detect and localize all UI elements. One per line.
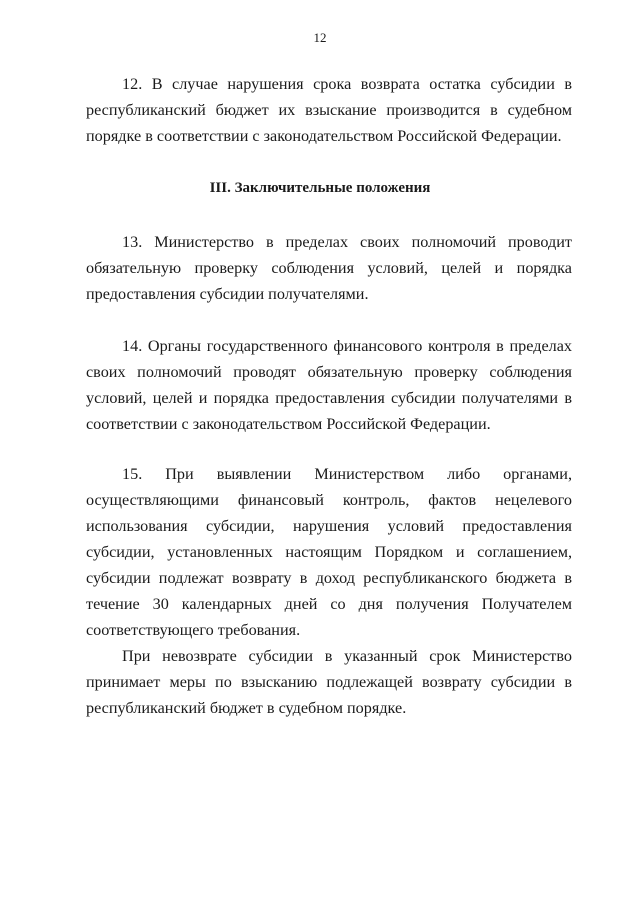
paragraph-15-continuation: При невозврате субсидии в указанный срок Министерство принимает меры по взысканию подлежащей возврату субсидии в республиканский бюджет в судебном порядке.: [86, 647, 572, 717]
paragraph-13-text: 13. Министерство в пределах своих полномочий проводит обязательную проверку соблюдения условий, целей и порядка предоставления субсидии получателями.: [86, 233, 572, 303]
paragraph-15: [86, 461, 572, 721]
page-number: 12: [313, 30, 327, 45]
paragraph-15-text: 15. При выявлении Министерством либо органами, осуществляющими финансовый контроль, фактов нецелевого использования субсидии, нарушения условий предоставления субсидии, установленных настоящим Порядком и соглашением, субсидии подлежат возврату в доход республиканского бюджета в течение 30 календарных дней со дня получения Получателем соответствующего требования.: [86, 465, 572, 639]
paragraph-12: [86, 71, 572, 149]
paragraph-12-text: 12. В случае нарушения срока возврата остатка субсидии в республиканский бюджет их взыскание производится в судебном порядке в соответствии с законодательством Российской Федерации.: [86, 75, 572, 145]
paragraph-13: [86, 229, 572, 307]
section-heading: III. Заключительные положения: [209, 180, 431, 196]
paragraph-14: [86, 333, 572, 437]
paragraph-14-text: 14. Органы государственного финансового контроля в пределах своих полномочий проводят обязательную проверку соблюдения условий, целей и порядка предоставления субсидии получателями в соответствии с законодательством Российской Федерации.: [86, 337, 572, 433]
